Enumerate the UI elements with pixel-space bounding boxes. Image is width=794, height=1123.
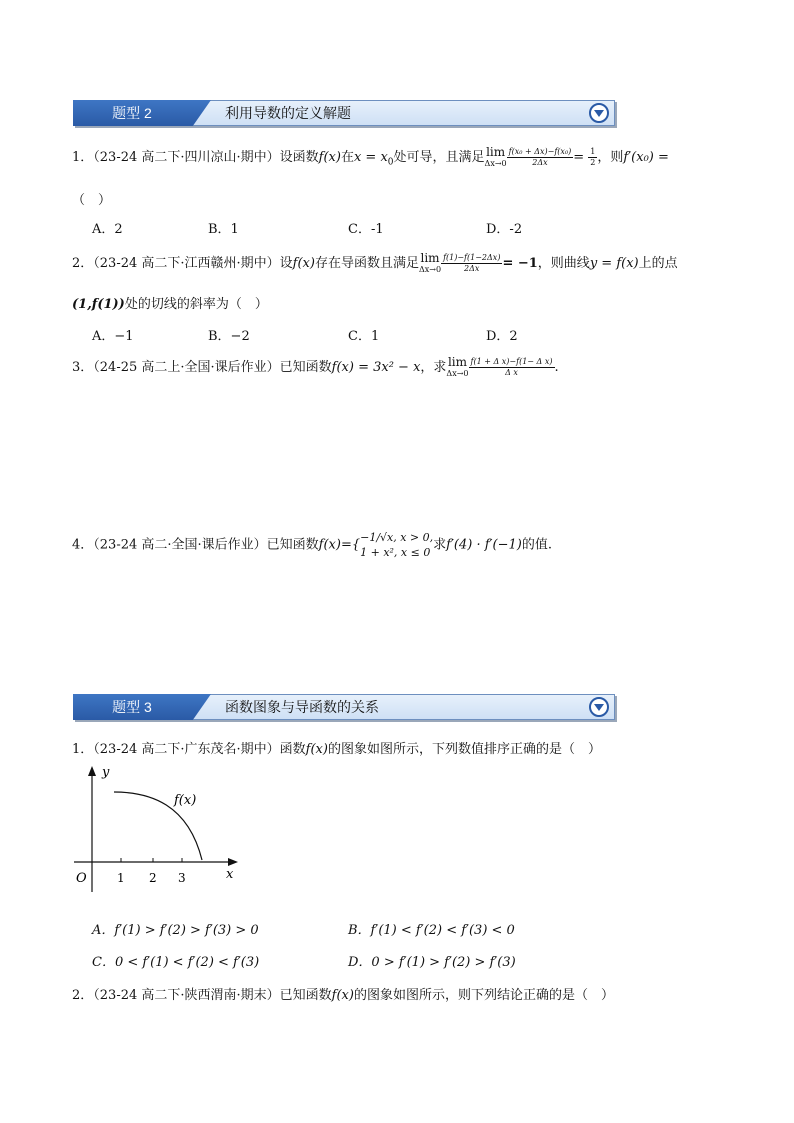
section-title: 利用导数的定义解题 bbox=[225, 105, 351, 121]
question-2-4: 4．（23-24 高二·全国·课后作业）已知函数f(x)={ −1/√x, x > 0, 1 + x², x ≤ 0 求f′(4) · f′(−1)的值. bbox=[72, 531, 552, 559]
section-tag: 题型 2 bbox=[73, 100, 191, 126]
section-banner-2 bbox=[73, 100, 615, 126]
y-label: y bbox=[102, 765, 110, 780]
question-2-3: 3．（24-25 高二上·全国·课后作业）已知函数f(x) = 3x² − x，求 lim Δx→0 $\frac{\text{f(1 + Δ x)−f(1− Δ x)}}{\text{Δ x}}$ . bbox=[72, 354, 559, 378]
option-d[interactable]: D．2 bbox=[486, 329, 518, 344]
question-3-2: 2．（23-24 高二下·陕西渭南·期末）已知函数f(x)的图象如图所示，则下列结论正确的是（ ） bbox=[72, 988, 614, 1003]
option-b[interactable]: B．f′(1) < f′(2) < f′(3) < 0 bbox=[348, 923, 515, 938]
y-axis-arrow bbox=[88, 766, 96, 776]
question-2-2: 2．（23-24 高二下·江西赣州·期中）设f(x)存在导函数且满足 lim Δx→0 $\frac{f(1)-f(1-2\Delta x)}{2\Delta x}$ = −1，则曲线y = f(x)上的点 bbox=[72, 250, 678, 274]
option-d[interactable]: D．-2 bbox=[486, 222, 523, 237]
option-b[interactable]: B．1 bbox=[208, 222, 239, 237]
limit: lim Δx→0 bbox=[484, 144, 507, 168]
option-b[interactable]: B．−2 bbox=[208, 329, 250, 344]
option-a[interactable]: A．−1 bbox=[92, 329, 134, 344]
option-a[interactable]: A．2 bbox=[92, 222, 123, 237]
function-graph bbox=[70, 764, 250, 896]
x-label: x bbox=[226, 867, 234, 882]
x-axis-arrow bbox=[228, 858, 238, 866]
tick-label: 2 bbox=[149, 871, 157, 885]
section-title: 函数图象与导函数的关系 bbox=[225, 699, 379, 715]
chevron-down-icon[interactable] bbox=[589, 697, 609, 717]
curve-label: f(x) bbox=[174, 793, 197, 808]
question-3-1: 1．（23-24 高二下·广东茂名·期中）函数f(x)的图象如图所示，下列数值排序正确的是（ ） bbox=[72, 742, 601, 757]
answer-blank: （ ） bbox=[72, 193, 112, 208]
option-d[interactable]: D．0 > f′(1) > f′(2) > f′(3) bbox=[348, 955, 516, 970]
tick-label: 1 bbox=[117, 871, 125, 885]
origin-label: O bbox=[76, 871, 87, 886]
section-banner-3 bbox=[73, 694, 615, 720]
chevron-down-icon[interactable] bbox=[589, 103, 609, 123]
tick-label: 3 bbox=[178, 871, 186, 885]
fraction: $\frac{\text{f(x₀ + Δx)−f(x₀)}}{2\Delta x}$ bbox=[508, 147, 572, 167]
question-2-1: 1．（23-24 高二下·四川凉山·期中）设函数f(x)在$x = x_0$处可导，且满足 lim Δx→0 $\frac{\text{f(x₀ + Δx)−f(x₀)}}{2\Delta x}$ = $\frac{1}{2}$ ，则f′(x₀) = bbox=[72, 144, 669, 168]
piecewise: −1/√x, x > 0, 1 + x², x ≤ 0 bbox=[360, 531, 434, 559]
option-c[interactable]: C．-1 bbox=[348, 222, 384, 237]
section-tag: 题型 3 bbox=[73, 694, 191, 720]
option-c[interactable]: C．1 bbox=[348, 329, 380, 344]
option-a[interactable]: A．f′(1) > f′(2) > f′(3) > 0 bbox=[92, 923, 259, 938]
option-c[interactable]: C．0 < f′(1) < f′(2) < f′(3) bbox=[92, 955, 260, 970]
